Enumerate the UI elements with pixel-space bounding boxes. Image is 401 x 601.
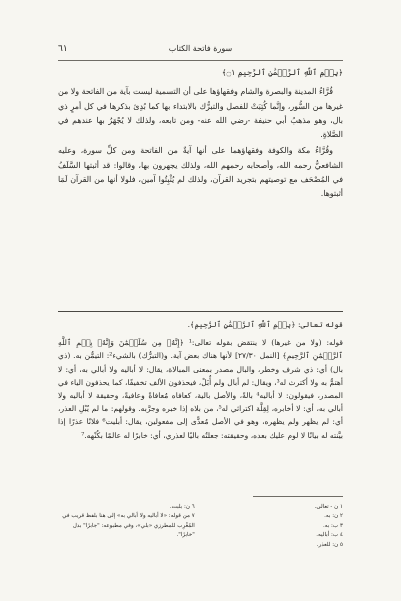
page-header (58, 44, 343, 58)
quran-verse-basmala: ﴿بِسۡمِ ٱللَّهِ ٱلرَّحۡمَٰنِ ٱلرَّحِيمِ ۝١﴾ (221, 68, 343, 77)
footnote: ٢ ن: به. (324, 513, 343, 520)
header-rule (58, 60, 343, 61)
footnotes-column-left (58, 503, 195, 541)
footnote: ٤ ب: أباليه. (316, 532, 343, 539)
section-rule (58, 311, 343, 312)
main-paragraph: وقُرَّاءُ مكة والكوفة وفقهاؤهما على أنها آيةٌ من الفاتحة ومن كلِّ سورة، وعليه الشافعيُّ رحمه الله، وأصحابه رحمهم الله، ولذلك يجهرون بها، وقالوا: قد أثبتها السَّلَفُ في المُصْحَف مع توصيتهم بتجريد القرآن، ولذلك لم يُثْبِتُوا آمين، فلولا أنها من القرآن لَمَا أثبتوها. (58, 146, 343, 199)
main-paragraph: قُرَّاءُ المدينة والبصرة والشام وفقهاؤها على أن التسمية ليست بآية من الفاتحة ولا من غيرها من السُّور، وإنَّما كُتِبَتْ للفصل والتبرُّك بالابتداء بها كما بُدِئ بذكرها في كل أمرٍ ذي بال، وهو مذهبُ أبي حنيفة -رضي الله عنه- ومن تابعه، ولذلك لا يُجْهَرُ بها عندهم في الصَّلاةِ. (58, 87, 343, 140)
commentary-paragraph: قوله: (ولا من غيرها) لا ينتقض بقوله تعالى:¹ ﴿إِنَّهُۥ مِن سُلَيۡمَٰنَ وَإِنَّهُۥ بِسۡمِ ٱللَّهِ ٱلرَّحۡمَٰنِ ٱلرَّحِيمِ﴾ [النمل ٢٧/٣٠] لأنها هناك بعض آية. و(التبرُّك) بالشيء²: التيمُّن به. (ذي بال) أي: ذي شرف وخطر، والبال مصدر بمعنى المبالاة، يقال: لا أباليه ولا أبالي به، أي: لا أهتمُّ به ولا أكترث له³، ويقال: لم أبال ولم أُبَلْ، فيحذفون الألف تخفيفًا، كما يحذفون الياء في المصدر، فيقولون: لا أباليه⁴ بالةً، والأصل بالية، كعافاه مُعافاةً وعافيةً، وحقيقة لا أباليه ولا أبالي به، أي: لا أخابره، لِقِلَّة اكتراثي له⁵، من بلاه إذا خبره وجرَّبه. وقولهم: ما لم يُبْلِ العذر، أي: لم يظهر ولم يظهره، وهو في الأصل مُعدًّى إلى مفعولين، يقال: أبليت⁶ فلانًا عذرًا إذا بيَّنته له بيانًا لا لوم عليك بعده، وحقيقته: جعلتُه باليًا لعذري، أي: خابرًا له عالمًا بكُنْهه.⁷ (58, 338, 343, 440)
footnotes-column-right (206, 503, 343, 550)
footnote: ١ ن - تعالى. (314, 504, 343, 510)
commentary-text (58, 318, 343, 445)
running-head: سورة فاتحة الكتاب (168, 44, 233, 53)
footnote-rule (253, 496, 343, 497)
footnote: ٣ ب: به. (322, 522, 343, 529)
footnotes (58, 503, 343, 573)
footnote: ٧ من قوله: «لا أباليه ولا أبالي به» إلى هنا بلفظ قريب في المُغْرِب للمطرزي «بلي»، وفي مطبوعه: "جابرًا" بدل "خابرًا". (62, 513, 195, 539)
footnote: ٥ ن: للعذر. (316, 541, 343, 548)
footnote: ٦ ن: بلبت. (169, 504, 195, 510)
main-text (58, 66, 343, 204)
commentary-lemma: قوله تعالى: ﴿بِسۡمِ ٱللَّهِ ٱلرَّحۡمَٰنِ ٱلرَّحِيمِ﴾. (187, 320, 343, 329)
page-number: ٦١ (58, 44, 68, 54)
